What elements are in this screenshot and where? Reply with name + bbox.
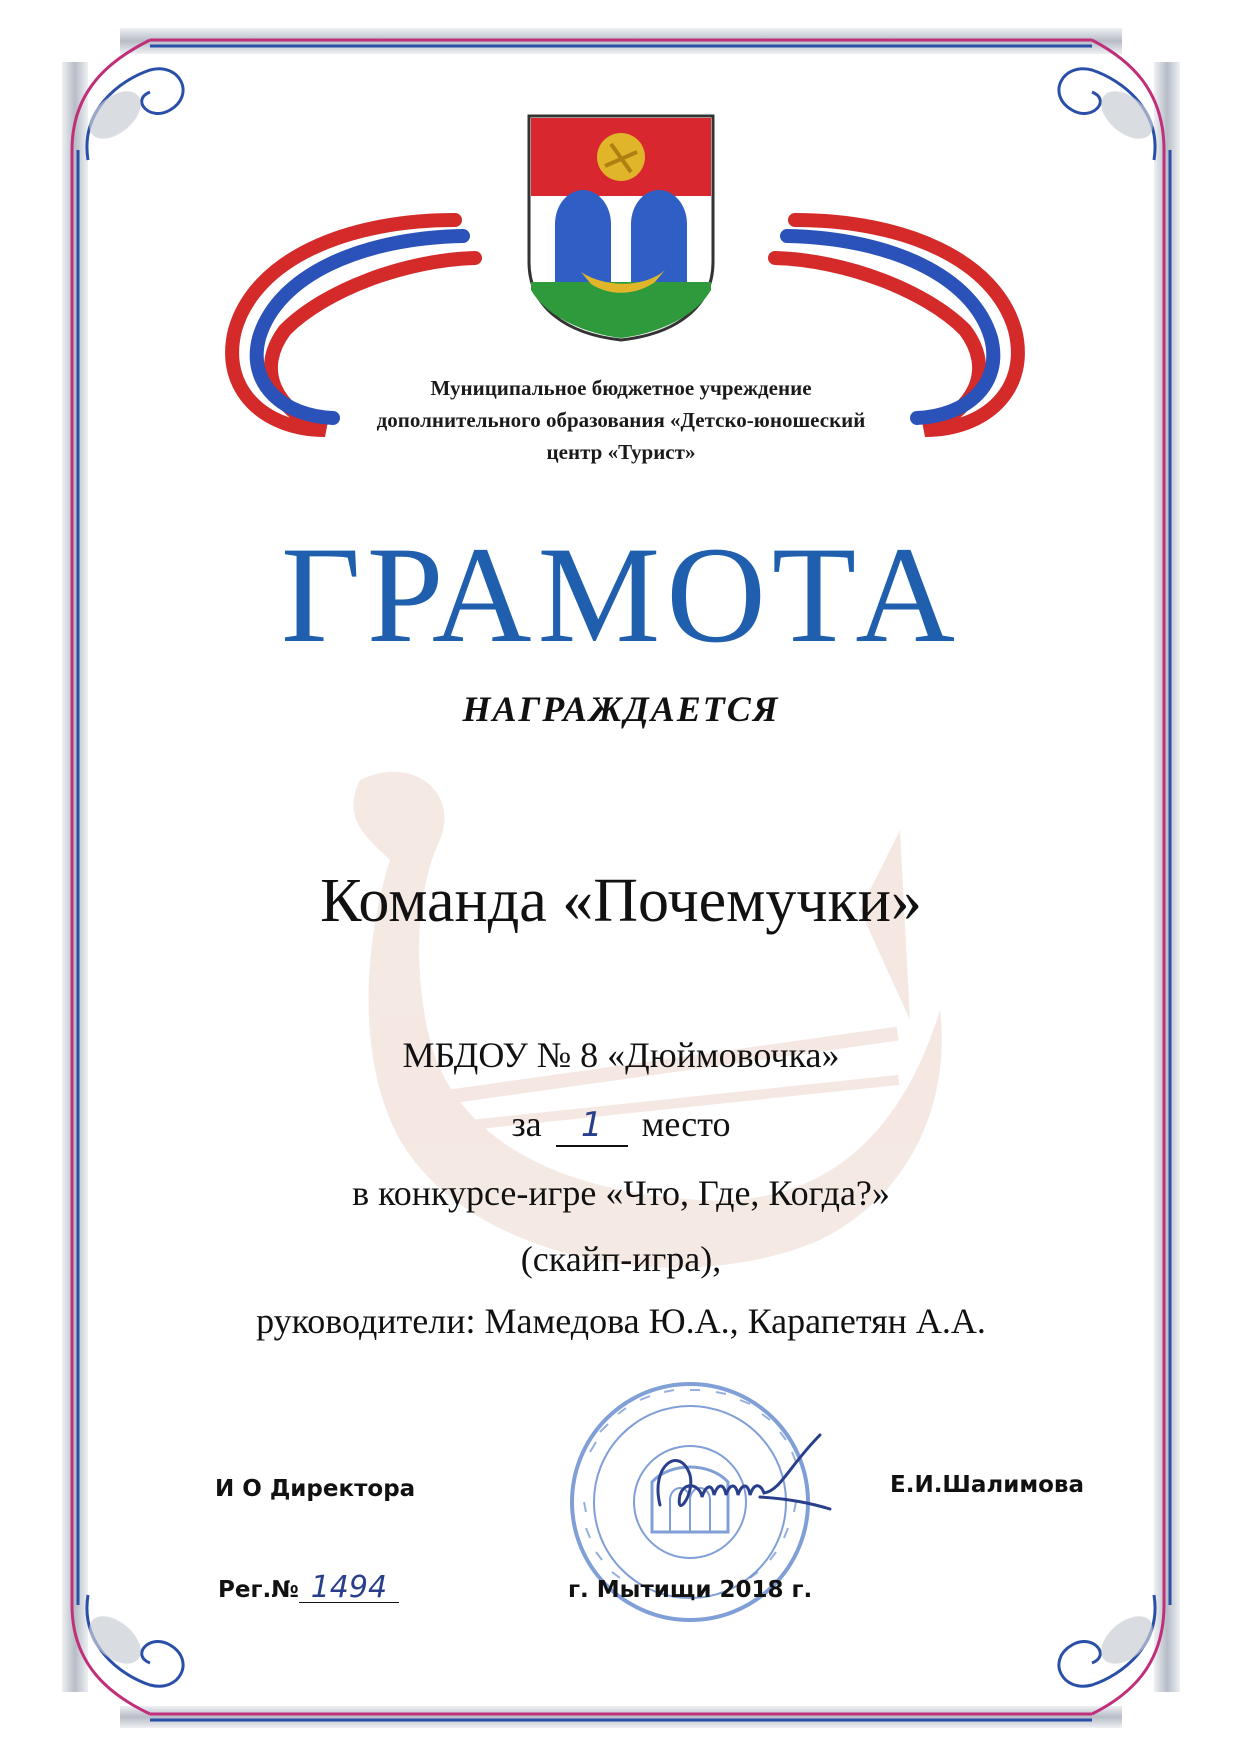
organization-line-3: центр «Турист» [546, 440, 696, 464]
place-and-date: г. Мытищи 2018 г. [568, 1577, 813, 1603]
signatory-name: Е.И.Шалимова [890, 1472, 1085, 1498]
contest-format: (скайп-игра), [520, 1239, 722, 1279]
place-prefix: за [511, 1104, 542, 1144]
registration-number [218, 1570, 399, 1605]
registration-value: 1494 [299, 1574, 399, 1603]
coat-of-arms-icon [525, 112, 717, 344]
place-suffix: место [641, 1104, 731, 1144]
institution-name: МБДОУ № 8 «Дюймовочка» [402, 1035, 840, 1075]
director-signature [640, 1425, 840, 1545]
recipient-name: Команда «Почемучки» [320, 867, 922, 935]
place-line [0, 1103, 1242, 1147]
place-value: 1 [556, 1105, 628, 1147]
signatory-role: И О Директора [215, 1476, 416, 1502]
registration-label: Рег.№ [218, 1577, 299, 1603]
contest-name: в конкурсе-игре «Что, Где, Когда?» [352, 1173, 890, 1213]
organization-name [300, 372, 942, 468]
organization-line-1: Муниципальное бюджетное учреждение [430, 376, 812, 400]
certificate-title: ГРАМОТА [281, 518, 961, 671]
organization-line-2: дополнительного образования «Детско-юношеский [376, 408, 866, 432]
awarded-label: НАГРАЖДАЕТСЯ [462, 689, 780, 729]
leaders-line: руководители: Мамедова Ю.А., Карапетян А.А. [256, 1301, 986, 1341]
